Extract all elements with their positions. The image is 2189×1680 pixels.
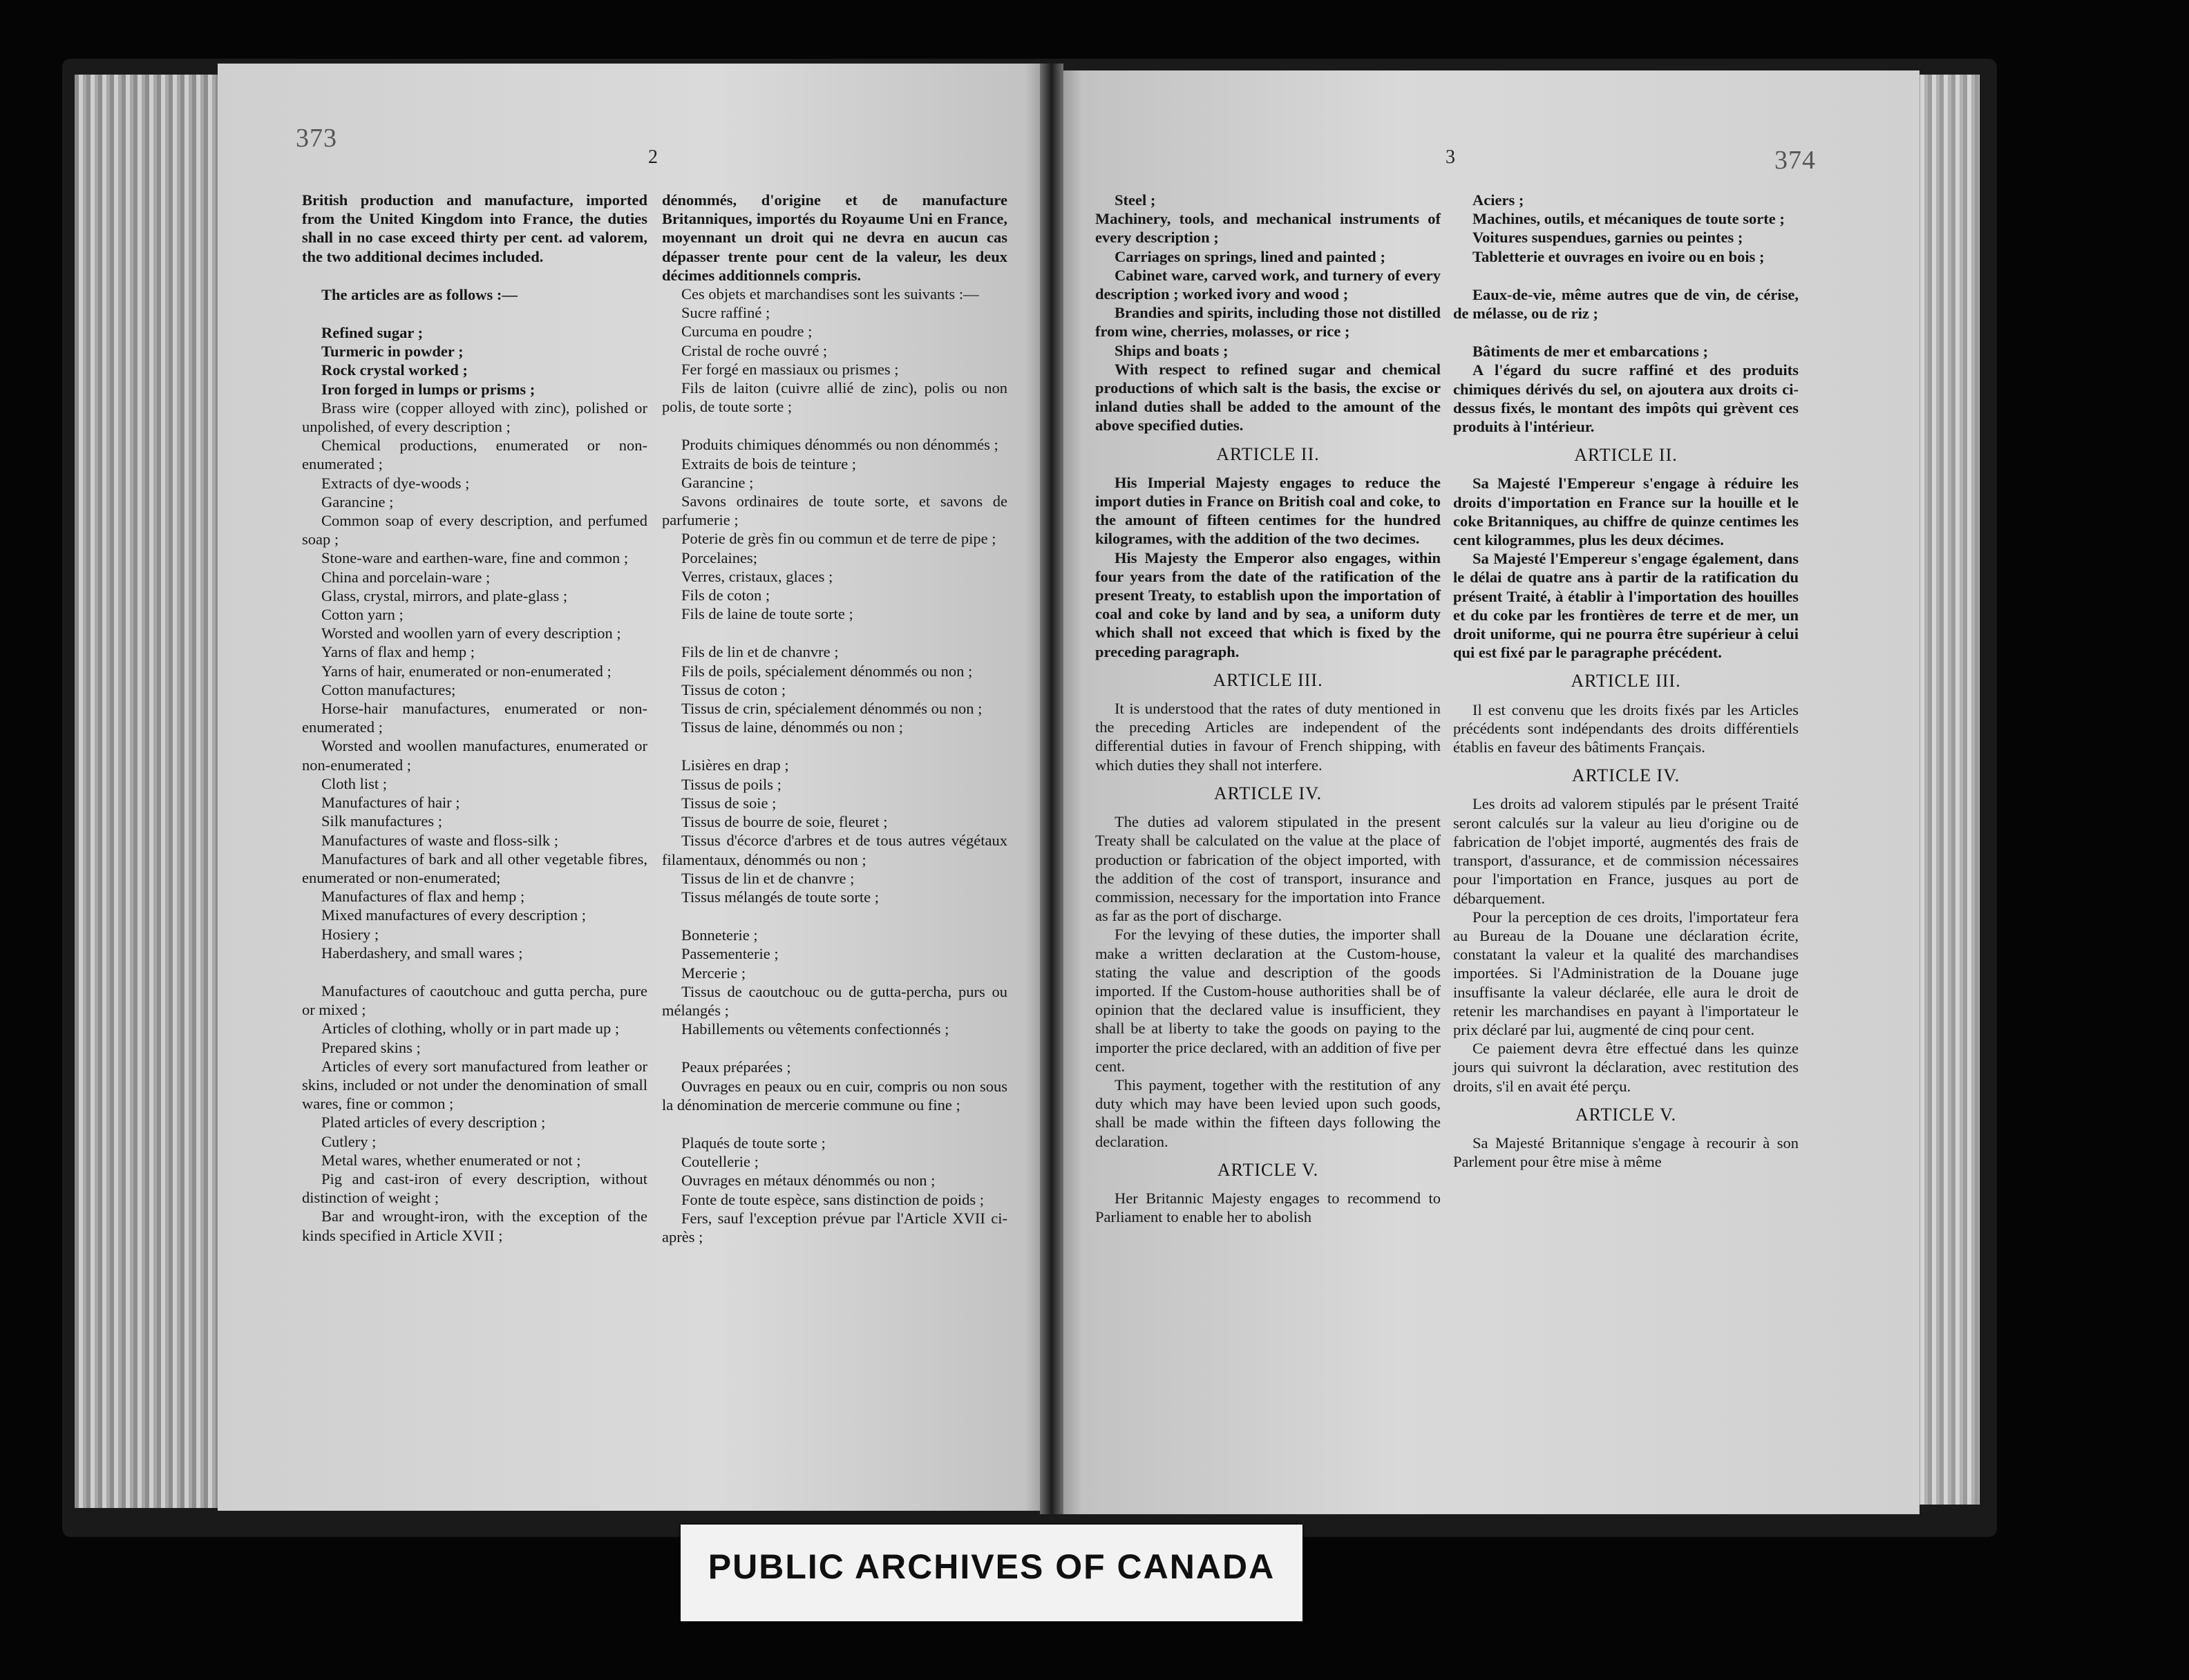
paragraph: Tissus de bourre de soie, fleuret ; — [681, 813, 888, 831]
paragraph: His Majesty the Emperor also engages, within four years from the date of the ratification of the present Treaty, to establish upon the importation of coal and coke by land and by sea, a uniform duty which shall not exceed that which is fixed by the preceding paragraph. — [1095, 548, 1441, 660]
paragraph: Ouvrages en métaux dénommés ou non ; — [681, 1172, 936, 1190]
paragraph: Coutellerie ; — [681, 1153, 759, 1171]
paragraph: Porcelaines; — [681, 548, 757, 566]
paragraph: Yarns of hair, enumerated or non-enumerated ; — [321, 662, 612, 680]
paragraph-gap — [662, 1114, 1007, 1134]
paragraph-gap — [662, 623, 1007, 642]
paragraph: Prepared skins ; — [321, 1038, 421, 1056]
paragraph: Haberdashery, and small wares ; — [321, 944, 523, 962]
paragraph: Yarns of flax and hemp ; — [321, 643, 475, 661]
paragraph: Verres, cristaux, glaces ; — [681, 567, 833, 585]
paragraph: Manufactures of waste and floss-silk ; — [321, 831, 559, 849]
paragraph-gap — [302, 304, 647, 323]
paragraph: Cotton manufactures; — [321, 680, 456, 698]
paragraph: Ce paiement devra être effectué dans les quinze jours qui suivront la déclaration, avec restitution des droits, s'il en avait été perçu. — [1453, 1040, 1799, 1095]
paragraph: Sa Majesté l'Empereur s'engage à réduire les droits d'importation en France sur la houille et le coke Britanniques, au chiffre de quinze centimes les cent kilogrammes, plus les deux décimes. — [1453, 475, 1799, 549]
paragraph: Garancine ; — [321, 493, 394, 510]
paragraph: Machinery, tools, and mechanical instruments of every description ; — [1095, 210, 1441, 247]
paragraph: Bar and wrought-iron, with the exception of the kinds specified in Article XVII ; — [302, 1208, 647, 1244]
paragraph: Fils de laiton (cuivre allié de zinc), polis ou non polis, de toute sorte ; — [662, 379, 1007, 416]
paragraph-gap — [1453, 323, 1799, 342]
paragraph-gap — [662, 416, 1007, 435]
paragraph: Mercerie ; — [681, 964, 746, 982]
paragraph-gap — [662, 736, 1007, 756]
paragraph: Refined sugar ; — [321, 324, 424, 342]
paragraph: Worsted and woollen manufactures, enumerated or non-enumerated ; — [302, 737, 647, 774]
paragraph: Tissus de lin et de chanvre ; — [681, 869, 855, 887]
paragraph: Cabinet ware, carved work, and turnery of every description ; worked ivory and wood ; — [1095, 266, 1441, 303]
article-heading: ARTICLE III. — [1571, 671, 1681, 691]
paragraph: Tabletterie et ouvrages en ivoire ou en bois ; — [1472, 247, 1765, 265]
paragraph: Sa Majesté l'Empereur s'engage également, dans le délai de quatre ans à partir de la ratification du présent Traité, à établir à l'importation des houilles et du coke par les frontières de terre et de mer, un droit uniforme, qui ne pourra être supérieur à celui qui est fixé par le paragraphe précédent. — [1453, 550, 1799, 662]
paragraph: dénommés, d'origine et de manufacture Britanniques, importés du Royaume Uni en France, moyennant un droit qui ne devra en aucun cas dépasser trente pour cent de la valeur, les deux décimes additionnels compris. — [662, 191, 1007, 284]
paragraph: Bonneterie ; — [681, 926, 758, 944]
left-section-number: 2 — [648, 146, 658, 168]
paragraph: Tissus de caoutchouc ou de gutta-percha, purs ou mélangés ; — [662, 982, 1007, 1019]
paragraph: Tissus de soie ; — [681, 794, 777, 812]
paragraph: It is understood that the rates of duty mentioned in the preceding Articles are independent of the differential duties in favour of French shipping, with which duties they shall not interfere. — [1095, 700, 1441, 774]
paragraph: Poterie de grès fin ou commun et de terre de pipe ; — [681, 530, 996, 548]
paragraph: Ces objets et marchandises sont les suivants :— — [681, 285, 979, 303]
paragraph: Tissus de laine, dénommés ou non ; — [681, 718, 904, 736]
paragraph: Brandies and spirits, including those not distilled from wine, cherries, molasses, or rice ; — [1095, 304, 1441, 341]
paragraph: Steel ; — [1115, 191, 1156, 209]
paragraph: Turmeric in powder ; — [321, 343, 464, 361]
paragraph: Plated articles of every description ; — [321, 1114, 546, 1132]
archive-stamp — [681, 1525, 1302, 1621]
paragraph: Voitures suspendues, garnies ou peintes ; — [1472, 229, 1743, 247]
paragraph: Curcuma en poudre ; — [681, 323, 813, 341]
paragraph: Bâtiments de mer et embarcations ; — [1472, 343, 1708, 361]
paragraph-gap — [662, 1038, 1007, 1058]
paragraph: The articles are as follows :— — [321, 285, 518, 303]
paragraph: Fer forgé en massiaux ou prismes ; — [681, 360, 899, 378]
paragraph: Savons ordinaires de toute sorte, et savons de parfumerie ; — [662, 493, 1007, 529]
paragraph: Cristal de roche ouvré ; — [681, 341, 828, 359]
paragraph: Ouvrages en peaux ou en cuir, compris ou non sous la dénomination de mercerie commune ou fine ; — [662, 1077, 1007, 1114]
article-heading: ARTICLE IV. — [1213, 783, 1323, 803]
paragraph: Manufactures of bark and all other vegetable fibres, enumerated or non-enumerated; — [302, 850, 647, 886]
paragraph: Common soap of every description, and perfumed soap ; — [302, 512, 647, 548]
paragraph: Fils de lin et de chanvre ; — [681, 643, 839, 661]
paragraph: Fonte de toute espèce, sans distinction de poids ; — [681, 1190, 985, 1208]
paragraph: Glass, crystal, mirrors, and plate-glass ; — [321, 586, 568, 604]
paragraph: This payment, together with the restitution of any duty which may have been levied upon such goods, shall be made within the fifteen days following the declaration. — [1095, 1076, 1441, 1150]
paragraph: Il est convenu que les droits fixés par les Articles précédents sont indépendants des droits différentiels établis en faveur des bâtiments Français. — [1453, 700, 1799, 756]
book-gutter — [1040, 64, 1063, 1514]
right-page-english-column — [1095, 191, 1441, 1226]
paragraph: Sucre raffiné ; — [681, 304, 770, 322]
paragraph: Cotton yarn ; — [321, 606, 404, 624]
paragraph: Extracts of dye-woods ; — [321, 474, 470, 492]
paragraph: For the levying of these duties, the importer shall make a written declaration at the Custom-house, stating the value and description of the goods imported. If the Custom-house authorities shall be of opinion that the declared value is insufficient, they shall be at liberty to take the goods on paying to the importer the price declared, with an addition of five per cent. — [1095, 926, 1441, 1075]
paragraph: Manufactures of hair ; — [321, 794, 460, 812]
article-heading: ARTICLE II. — [1216, 443, 1320, 464]
paragraph: Sa Majesté Britannique s'engage à recourir à son Parlement pour être mise à même — [1453, 1134, 1799, 1171]
right-section-number: 3 — [1446, 146, 1456, 168]
paragraph: Cutlery ; — [321, 1132, 377, 1150]
article-heading: ARTICLE IV. — [1571, 765, 1680, 786]
paragraph: Extraits de bois de teinture ; — [681, 455, 857, 472]
paragraph: Tissus d'écorce d'arbres et de tous autres végétaux filamentaux, dénommés ou non ; — [662, 832, 1007, 868]
paragraph: Peaux préparées ; — [681, 1058, 791, 1076]
paragraph: Brass wire (copper alloyed with zinc), polished or unpolished, of every description ; — [302, 399, 647, 436]
paragraph: Fils de laine de toute sorte ; — [681, 605, 853, 623]
paragraph: Tissus de coton ; — [681, 680, 786, 698]
paragraph: Habillements ou vêtements confectionnés ; — [681, 1020, 949, 1038]
paragraph: Plaqués de toute sorte ; — [681, 1134, 826, 1152]
article-heading: ARTICLE V. — [1575, 1104, 1677, 1125]
paragraph: Manufactures of caoutchouc and gutta percha, pure or mixed ; — [302, 982, 647, 1019]
paragraph: Horse-hair manufactures, enumerated or non-enumerated ; — [302, 700, 647, 736]
paragraph: Hosiery ; — [321, 925, 379, 943]
paragraph: Articles of clothing, wholly or in part made up ; — [321, 1020, 620, 1038]
paragraph: Tissus de crin, spécialement dénommés ou non ; — [681, 700, 983, 718]
paragraph-gap — [662, 906, 1007, 926]
right-page-french-column — [1453, 191, 1799, 1171]
paragraph-gap — [302, 962, 647, 982]
article-heading: ARTICLE V. — [1217, 1159, 1319, 1180]
paragraph: Mixed manufactures of every description ; — [321, 906, 586, 924]
paragraph: Her Britannic Majesty engages to recommend to Parliament to enable her to abolish — [1095, 1189, 1441, 1226]
paragraph: Lisières en drap ; — [681, 756, 789, 774]
paragraph: Pig and cast-iron of every description, without distinction of weight ; — [302, 1170, 647, 1207]
paragraph: Metal wares, whether enumerated or not ; — [321, 1151, 581, 1169]
paragraph: Fers, sauf l'exception prévue par l'Article XVII ci-après ; — [662, 1209, 1007, 1245]
paragraph: Garancine ; — [681, 473, 754, 491]
article-heading: ARTICLE III. — [1213, 669, 1323, 690]
paragraph: Les droits ad valorem stipulés par le présent Traité seront calculés sur la valeur au lieu d'origine ou de fabrication de l'objet importé, augmentés des frais de transport, d'assurance, et de commission nécessaires pour l'importation en France, jusques au port de débarquement. — [1453, 795, 1799, 907]
paragraph: Tissus de poils ; — [681, 775, 781, 793]
paragraph: British production and manufacture, imported from the United Kingdom into France, the duties shall in no case exceed thirty per cent. ad valorem, the two additional decimes included. — [302, 191, 647, 265]
paragraph: Passementerie ; — [681, 945, 779, 963]
paragraph: With respect to refined sugar and chemical productions of which salt is the basis, the excise or inland duties shall be added to the amount of the above specified duties. — [1095, 360, 1441, 435]
paragraph: Worsted and woollen yarn of every description ; — [321, 624, 621, 642]
page-edges-left — [75, 75, 223, 1508]
paragraph: Machines, outils, et mécaniques de toute sorte ; — [1472, 210, 1785, 228]
paragraph: Ships and boats ; — [1115, 341, 1229, 359]
paragraph: Pour la perception de ces droits, l'importateur fera au Bureau de la Douane une déclaration écrite, constatant la valeur et la qualité des marchandises importées. Si l'Administration de la Douane juge insuffisante la valeur déclarée, elle aura le droit de retenir les marchandises en payant à l'importateur le prix déclaré par lui, augmenté de cinq pour cent. — [1453, 908, 1799, 1038]
paragraph: Manufactures of flax and hemp ; — [321, 888, 525, 906]
article-heading: ARTICLE II. — [1574, 445, 1678, 466]
paragraph: Carriages on springs, lined and painted ; — [1115, 247, 1385, 265]
right-page-number: 374 — [1774, 146, 1816, 175]
paragraph: Chemical productions, enumerated or non-enumerated ; — [302, 437, 647, 473]
paragraph: Cloth list ; — [321, 774, 388, 792]
paragraph: Iron forged in lumps or prisms ; — [321, 380, 536, 398]
left-page-english-column — [302, 191, 647, 1245]
paragraph: The duties ad valorem stipulated in the present Treaty shall be calculated on the value at the place of production or fabrication of the object imported, with the addition of the cost of transport, insurance and commission, necessary for the importation into France as far as the port of discharge. — [1095, 813, 1441, 925]
paragraph: Rock crystal worked ; — [321, 361, 468, 379]
paragraph: Tissus mélangés de toute sorte ; — [681, 888, 880, 906]
left-page-number: 373 — [296, 124, 337, 153]
paragraph: A l'égard du sucre raffiné et des produits chimiques dérivés du sel, on ajoutera aux droits ci-dessus fixés, le montant des impôts qui grèvent ces produits à l'intérieur. — [1453, 361, 1799, 436]
paragraph: Fils de coton ; — [681, 586, 770, 604]
paragraph: His Imperial Majesty engages to reduce the import duties in France on British coal and coke, to the amount of fifteen centimes for the hundred kilogrames, with the addition of the two decimes. — [1095, 473, 1441, 548]
archive-stamp-text: PUBLIC ARCHIVES OF CANADA — [708, 1547, 1276, 1586]
paragraph: China and porcelain-ware ; — [321, 568, 491, 586]
left-page-french-column — [662, 191, 1007, 1246]
paragraph: Articles of every sort manufactured from leather or skins, included or not under the denomination of small wares, fine or common ; — [302, 1057, 647, 1113]
paragraph: Aciers ; — [1472, 191, 1524, 209]
paragraph: Fils de poils, spécialement dénommés ou non ; — [681, 662, 973, 680]
paragraph: Eaux-de-vie, même autres que de vin, de cérise, de mélasse, ou de riz ; — [1453, 285, 1799, 323]
paragraph: Produits chimiques dénommés ou non dénommés ; — [681, 436, 998, 454]
paragraph: Silk manufactures ; — [321, 812, 442, 830]
paragraph-gap — [1453, 266, 1799, 285]
paragraph: Stone-ware and earthen-ware, fine and common ; — [321, 549, 629, 567]
paragraph-gap — [302, 266, 647, 285]
